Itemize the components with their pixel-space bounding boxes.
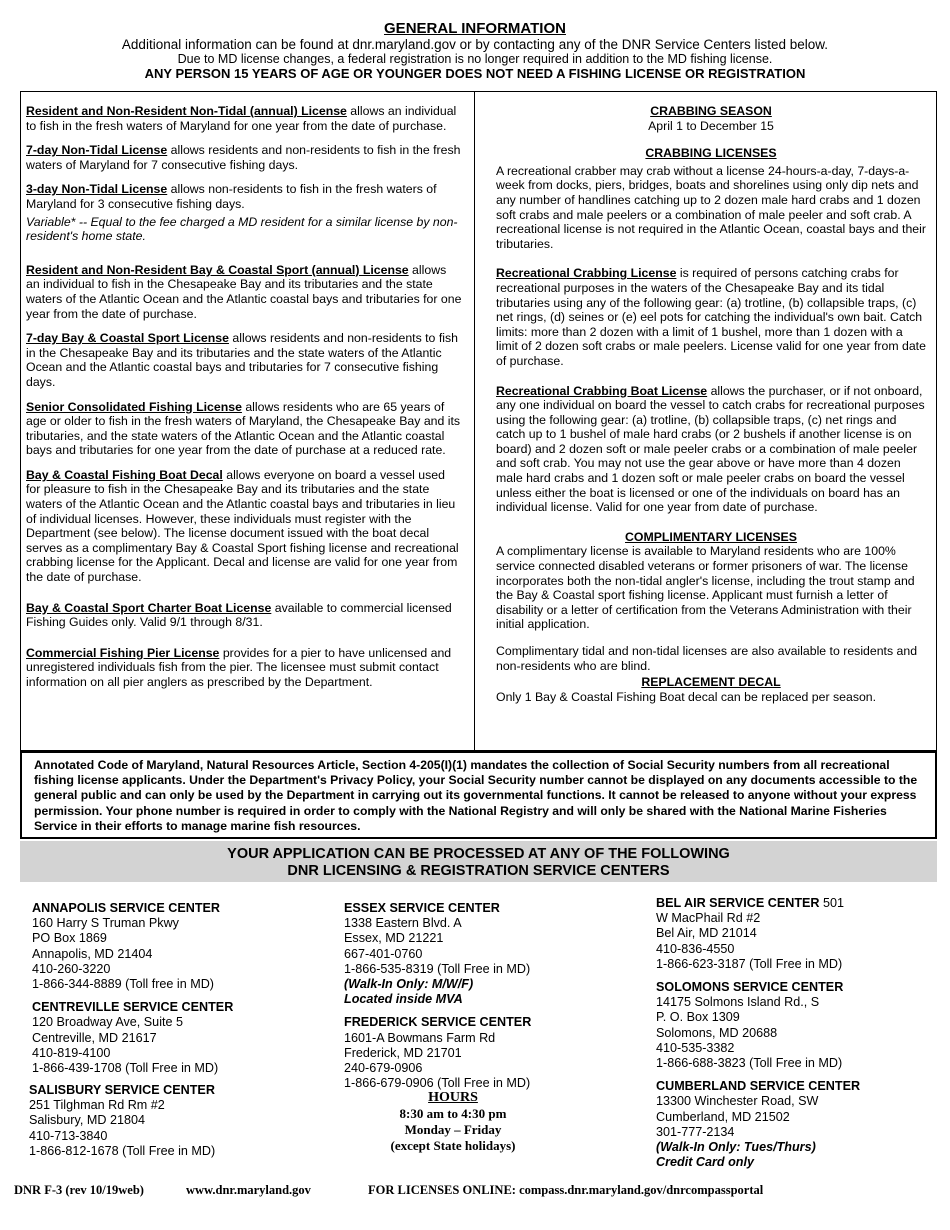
center-toll-free: 1-866-812-1678 (Toll Free in MD) bbox=[29, 1143, 216, 1158]
license-text: allows an individual to fish in the Chesapeake Bay and its tributaries and the state waters of the Atlantic Ocean and the Atlantic coastal bays and tributaries for one year from the date of purchase. bbox=[26, 262, 462, 321]
centreville-service-center bbox=[32, 1000, 233, 1076]
center-phone: 667-401-0760 bbox=[344, 946, 423, 961]
nontidal-3day-license bbox=[26, 182, 462, 211]
center-name: ANNAPOLIS SERVICE CENTER bbox=[32, 901, 221, 915]
hours-days: Monday – Friday bbox=[404, 1122, 502, 1137]
hours-title: HOURS bbox=[428, 1090, 478, 1105]
crabbing-licenses-title: CRABBING LICENSES bbox=[645, 146, 777, 161]
center-phone: 410-713-3840 bbox=[29, 1128, 108, 1143]
center-city: Salisbury, MD 21804 bbox=[29, 1113, 145, 1128]
center-city: Solomons, MD 20688 bbox=[656, 1025, 778, 1040]
service-centers-banner bbox=[20, 841, 937, 882]
bay-coastal-annual-license bbox=[26, 263, 462, 321]
general-information-header bbox=[0, 0, 950, 81]
fishing-pier-license bbox=[26, 646, 462, 690]
crabbing-licenses-text: A recreational crabber may crab without a license 24-hours-a-day, 7-days-a-week from docks, piers, bridges, boats and shorelines using only dip nets and any number of handlines catching up to 2 dozen male hard crabs and 1 dozen soft crabs and male peelers or a combination of male peeler and soft crab. A recreational license is not required in the Atlantic Ocean, coastal bays and their tributaries. bbox=[496, 163, 926, 251]
ssn-notice: Annotated Code of Maryland, Natural Resources Article, Section 4-205(I)(1) mandates the collection of Social Security numbers from all recreational fishing license applicants. Under the Department's Privacy Policy, your Social Security number cannot be displayed on any documents accessible to the general public and can only be used by the Department in carrying out its governmental functions. It cannot be released to anyone without your express permission. Your phone number is required in order to comply with the National Registry and will only be shared with the National Marine Fisheries Service in their efforts to manage marine fish resources. bbox=[20, 751, 937, 839]
center-name: FREDERICK SERVICE CENTER bbox=[344, 1015, 532, 1030]
location-note: Located inside MVA bbox=[344, 992, 463, 1007]
replacement-decal-text: Only 1 Bay & Coastal Fishing Boat decal can be replaced per season. bbox=[496, 689, 877, 704]
center-city: Cumberland, MD 21502 bbox=[656, 1109, 790, 1124]
hours-note: (except State holidays) bbox=[390, 1138, 516, 1153]
license-text: allows non-residents to fish in the fresh waters of Maryland for 3 consecutive fishing days. bbox=[26, 182, 437, 211]
service-centers-column-2 bbox=[344, 901, 531, 1091]
center-address: W MacPhail Rd #2 bbox=[656, 911, 761, 926]
license-text: allows an individual to fish in the fresh waters of Maryland for one year from the date of purchase. bbox=[26, 104, 457, 133]
center-name: SOLOMONS SERVICE CENTER bbox=[656, 980, 844, 995]
complimentary-licenses-title: COMPLIMENTARY LICENSES bbox=[625, 529, 797, 544]
license-title: 3-day Non-Tidal License bbox=[26, 182, 168, 197]
nontidal-7day-license bbox=[26, 143, 462, 172]
center-name: CENTREVILLE SERVICE CENTER bbox=[32, 1000, 234, 1015]
license-text: allows the purchaser, or if not onboard, any one individual on board the vessel to catch crabs for recreational purposes using the following gear: (a) trotline, (b) collapsible traps, (c) net rings and catch up to 1 bushel of male hard crabs (or 2 bushels if another license is on board) and 2 dozen soft or male peeler crabs or a combination of male peeler and soft crab. You may not use the gear above or have more than 4 dozen male hard crabs and 1 dozen soft or male peeler crabs on board the vessel unless either the boat is licensed or one of the individuals on board has an individual license. Valid for one year from date of purchase. bbox=[496, 383, 925, 515]
info-line-1: Additional information can be found at dnr.maryland.gov or by contacting any of the DNR Service Centers listed below. bbox=[121, 37, 829, 52]
center-toll-free: 1-866-344-8889 (Toll free in MD) bbox=[32, 977, 214, 992]
boat-decal bbox=[26, 468, 462, 585]
senior-consolidated-license bbox=[26, 400, 462, 458]
solomons-service-center bbox=[656, 980, 860, 1071]
license-text: allows everyone on board a vessel used for pleasure to fish in the Chesapeake Bay and its tributaries and the state waters of the Atlantic Ocean and the Atlantic coastal bays and tributaries in lieu of individual licenses. However, these individuals must register with the Department (see below). The license document issued with the boat decal serves as a complimentary Bay & Coastal Sport fishing license and recreational crabbing license for the Applicant. Decal and license are valid for one year from the date of purchase. bbox=[26, 467, 459, 585]
center-city: Essex, MD 21221 bbox=[344, 931, 444, 946]
payment-note: Credit Card only bbox=[656, 1155, 754, 1170]
crabbing-season-dates: April 1 to December 15 bbox=[648, 118, 774, 133]
center-phone: 301-777-2134 bbox=[656, 1124, 735, 1139]
salisbury-service-center bbox=[29, 1083, 215, 1159]
license-text: provides for a pier to have unlicensed and unregistered individuals fish from the pier. The licensee must submit contact information on all pier anglers as prescribed by the Department. bbox=[26, 645, 452, 689]
center-address: 120 Broadway Ave, Suite 5 bbox=[32, 1015, 183, 1030]
license-title: Bay & Coastal Fishing Boat Decal bbox=[26, 467, 223, 482]
license-title: Recreational Crabbing Boat License bbox=[496, 383, 708, 398]
license-text: allows residents and non-residents to fish in the Chesapeake Bay and its tributaries and the state waters of the Atlantic Ocean and the Atlantic coastal bays and tributaries for 7 consecutive fishing days. bbox=[26, 331, 458, 389]
frederick-service-center bbox=[344, 1015, 531, 1091]
center-city: Annapolis, MD 21404 bbox=[32, 946, 153, 961]
annapolis-service-center bbox=[32, 901, 233, 992]
center-phone: 410-819-4100 bbox=[32, 1045, 111, 1060]
license-text: available to commercial licensed Fishing Guides only. Valid 9/1 through 8/31. bbox=[26, 600, 452, 630]
nontidal-annual-license bbox=[26, 104, 462, 133]
center-address: 160 Harry S Truman Pkwy bbox=[32, 916, 179, 931]
center-name: ESSEX SERVICE CENTER bbox=[344, 901, 500, 915]
center-name: SALISBURY SERVICE CENTER bbox=[29, 1083, 215, 1097]
recreational-crabbing-boat-license bbox=[496, 384, 926, 515]
form-number: DNR F-3 (rev 10/19web) bbox=[14, 1183, 144, 1197]
walk-in-note: (Walk-In Only: M/W/F) bbox=[344, 977, 474, 992]
license-text: allows residents and non-residents to fish in the fresh waters of Maryland for 7 consecutive fishing days. bbox=[26, 143, 461, 172]
crabbing-column bbox=[496, 104, 926, 704]
charter-boat-license bbox=[26, 601, 462, 630]
center-phone: 410-535-3382 bbox=[656, 1040, 735, 1055]
center-toll-free: 1-866-535-8319 (Toll Free in MD) bbox=[344, 961, 531, 976]
cumberland-service-center bbox=[656, 1079, 860, 1170]
center-city: Centreville, MD 21617 bbox=[32, 1030, 157, 1045]
website-link[interactable]: www.dnr.maryland.gov bbox=[186, 1183, 311, 1197]
banner-line-2: DNR LICENSING & REGISTRATION SERVICE CENTERS bbox=[287, 863, 670, 879]
center-phone: 240-679-0906 bbox=[344, 1061, 423, 1076]
license-title: Commercial Fishing Pier License bbox=[26, 645, 220, 660]
center-toll-free: 1-866-439-1708 (Toll Free in MD) bbox=[32, 1061, 219, 1076]
hours-block bbox=[343, 1090, 563, 1154]
center-city: Bel Air, MD 21014 bbox=[656, 926, 757, 941]
license-title: Senior Consolidated Fishing License bbox=[26, 399, 242, 414]
license-text: allows residents who are 65 years of age or older to fish in the fresh waters of Maryland, the Chesapeake Bay and its tributaries, and the state waters of the Atlantic Ocean and the Atlantic coastal bays and tributaries for one year from the date of purchase at a reduced rate. bbox=[26, 399, 461, 458]
center-po-box: P. O. Box 1309 bbox=[656, 1010, 740, 1025]
belair-service-center bbox=[656, 896, 860, 972]
fishing-licenses-column bbox=[26, 104, 462, 690]
center-address: 13300 Winchester Road, SW bbox=[656, 1094, 819, 1109]
age-notice: ANY PERSON 15 YEARS OF AGE OR YOUNGER DOES NOT NEED A FISHING LICENSE OR REGISTRATION bbox=[144, 66, 806, 81]
license-title: Bay & Coastal Sport Charter Boat License bbox=[26, 600, 272, 615]
hours-time: 8:30 am to 4:30 pm bbox=[399, 1106, 507, 1121]
page-title: GENERAL INFORMATION bbox=[384, 20, 566, 37]
center-street-number: 501 bbox=[819, 896, 845, 910]
complimentary-blind-text: Complimentary tidal and non-tidal licenses are also available to residents and non-residents who are blind. bbox=[496, 644, 918, 673]
center-city: Frederick, MD 21701 bbox=[344, 1045, 462, 1060]
service-centers-column-1 bbox=[32, 901, 233, 1084]
center-phone: 410-260-3220 bbox=[32, 961, 111, 976]
crabbing-season-title: CRABBING SEASON bbox=[650, 104, 772, 118]
banner-line-1: YOUR APPLICATION CAN BE PROCESSED AT ANY OF THE FOLLOWING bbox=[227, 846, 730, 862]
center-name: CUMBERLAND SERVICE CENTER bbox=[656, 1079, 861, 1094]
complimentary-licenses-text: A complimentary license is available to Maryland residents who are 100% service connected disabled veterans or former prisoners of war. The license incorporates both the non-tidal angler's license, including the trout stamp and the Bay & Coastal sport fishing license. Applicant must furnish a letter of disability or a letter of certification from the Veterans Administration with their initial application. bbox=[496, 544, 915, 632]
service-centers-column-3 bbox=[656, 896, 860, 1178]
center-name-line bbox=[656, 896, 860, 911]
center-toll-free: 1-866-679-0906 (Toll Free in MD) bbox=[344, 1076, 531, 1091]
column-divider bbox=[474, 91, 475, 751]
license-title: 7-day Non-Tidal License bbox=[26, 143, 168, 158]
center-po-box: PO Box 1869 bbox=[32, 931, 107, 946]
license-title: Resident and Non-Resident Bay & Coastal Sport (annual) License bbox=[26, 262, 409, 277]
center-address: 251 Tilghman Rd Rm #2 bbox=[29, 1098, 165, 1113]
center-address: 1601-A Bowmans Farm Rd bbox=[344, 1030, 496, 1045]
online-licenses-link[interactable]: FOR LICENSES ONLINE: compass.dnr.maryland.gov/dnrcompassportal bbox=[368, 1183, 764, 1197]
center-address: 1338 Eastern Blvd. A bbox=[344, 916, 462, 931]
replacement-decal-title: REPLACEMENT DECAL bbox=[641, 675, 781, 690]
info-line-2: Due to MD license changes, a federal registration is no longer required in addition to the MD fishing license. bbox=[177, 52, 773, 66]
center-toll-free: 1-866-623-3187 (Toll Free in MD) bbox=[656, 956, 843, 971]
bay-coastal-7day-license bbox=[26, 331, 462, 389]
license-title: Recreational Crabbing License bbox=[496, 266, 677, 281]
center-address: 14175 Solmons Island Rd., S bbox=[656, 995, 820, 1010]
center-phone: 410-836-4550 bbox=[656, 941, 735, 956]
essex-service-center bbox=[344, 901, 531, 1007]
license-title: 7-day Bay & Coastal Sport License bbox=[26, 331, 229, 346]
center-name: BEL AIR SERVICE CENTER bbox=[656, 896, 820, 910]
variable-fee-note: Variable* -- Equal to the fee charged a MD resident for a similar license by non-resident's home state. bbox=[26, 214, 458, 244]
license-title: Resident and Non-Resident Non-Tidal (annual) License bbox=[26, 104, 347, 118]
walk-in-note: (Walk-In Only: Tues/Thurs) bbox=[656, 1140, 816, 1155]
recreational-crabbing-license bbox=[496, 266, 926, 368]
center-toll-free: 1-866-688-3823 (Toll Free in MD) bbox=[656, 1056, 843, 1071]
license-text: is required of persons catching crabs for recreational purposes in the waters of the Chesapeake Bay and its tidal tributaries using any of the following gear: (a) trotline, (b) collapsible traps, (c) net rings, (d) seines or (e) eel pots for catching the individual's own bait. Catch limits: more than 2 dozen with a limit of 1 bushel, more than 1 dozen with a limit of 2 dozen soft crabs or male peelers. License valid for one year from date of purchase. bbox=[496, 266, 926, 368]
